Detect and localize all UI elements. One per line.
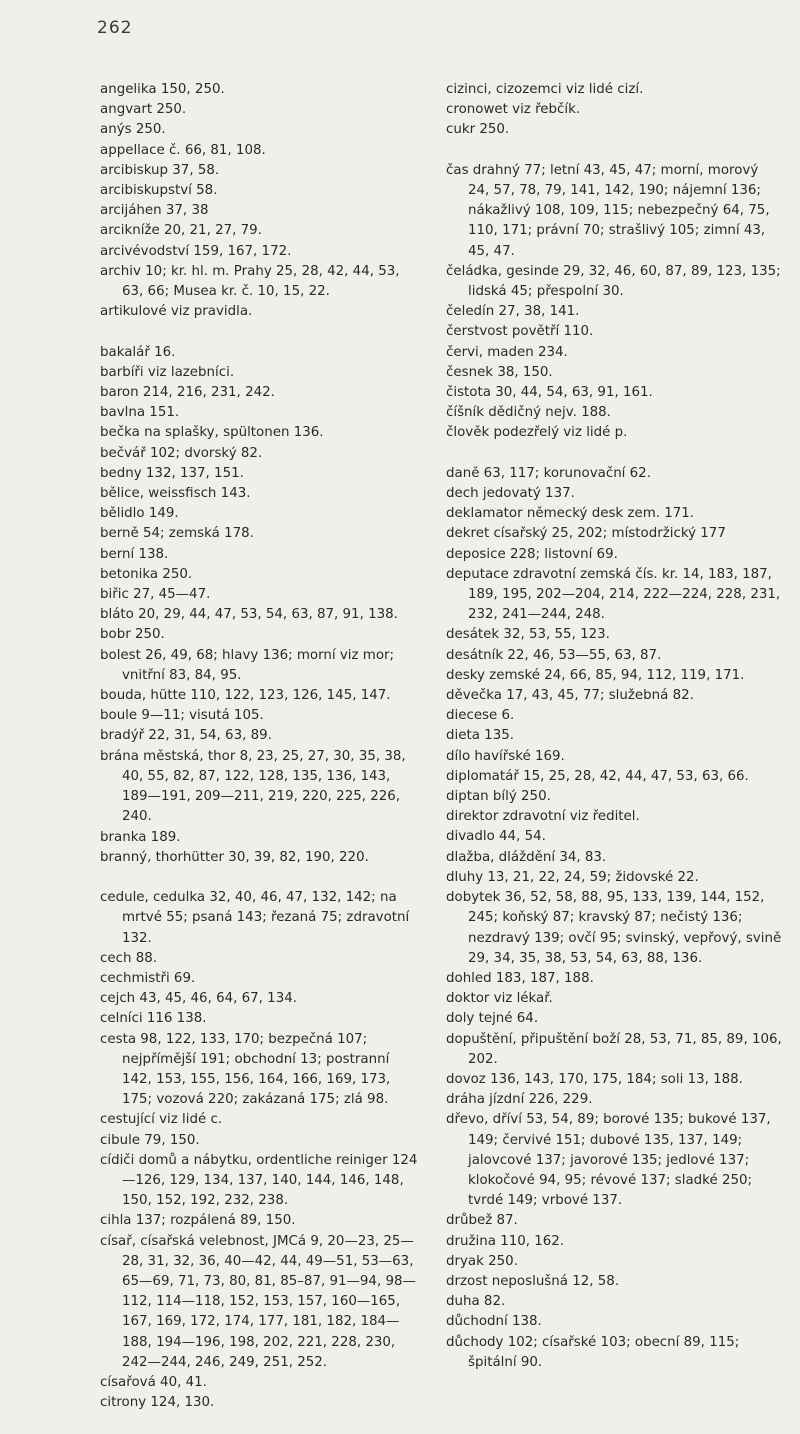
index-entry: branný, thorhütter 30, 39, 82, 190, 220. bbox=[100, 849, 369, 865]
index-entry: dieta 135. bbox=[446, 728, 514, 744]
letter-group bbox=[446, 464, 782, 1373]
index-entry: člověk podezřelý viz lidé p. bbox=[446, 425, 628, 441]
index-entry: důchody 102; císařské 103; obecní 89, 115; špitální 90. bbox=[446, 1334, 740, 1370]
index-entry: družina 110, 162. bbox=[446, 1233, 565, 1249]
index-entry: anýs 250. bbox=[100, 122, 166, 138]
index-entry: bavlna 151. bbox=[100, 405, 180, 421]
letter-group bbox=[446, 161, 782, 444]
index-entry: baron 214, 216, 231, 242. bbox=[100, 385, 275, 401]
index-entry: biřic 27, 45—47. bbox=[100, 587, 211, 603]
index-entry: betonika 250. bbox=[100, 566, 193, 582]
index-entry: diptan bílý 250. bbox=[446, 789, 551, 805]
index-entry: artikulové viz pravidla. bbox=[100, 304, 253, 320]
index-entry: čeládka, gesinde 29, 32, 46, 60, 87, 89, 123, 135; lidská 45; přespolní 30. bbox=[446, 263, 781, 300]
index-entry: dryak 250. bbox=[446, 1253, 518, 1269]
letter-group bbox=[100, 888, 418, 1413]
index-entry: cesta 98, 122, 133, 170; bezpečná 107; nejpřímější 191; obchodní 13; postranní 142, 153, 155, 156, 164, 166, 169, 173, 175; vozová 220; zakázaná 175; zlá 98. bbox=[100, 1031, 391, 1108]
index-entry: děvečka 17, 43, 45, 77; služebná 82. bbox=[446, 688, 694, 704]
letter-group bbox=[100, 343, 418, 868]
index-entry: dopuštění, připuštění boží 28, 53, 71, 85, 89, 106, 202. bbox=[446, 1031, 782, 1067]
index-entry: bouda, hütte 110, 122, 123, 126, 145, 147. bbox=[100, 688, 391, 704]
index-entry: cedule, cedulka 32, 40, 46, 47, 132, 142; na mrtvé 55; psaná 143; řezaná 75; zdravotní 132. bbox=[100, 890, 410, 946]
index-entry: branka 189. bbox=[100, 829, 181, 845]
index-entry: drzost neposlušná 12, 58. bbox=[446, 1273, 620, 1289]
index-entry: celníci 116 138. bbox=[100, 1011, 207, 1027]
index-entry: bradýř 22, 31, 54, 63, 89. bbox=[100, 728, 272, 744]
index-entry: archiv 10; kr. hl. m. Prahy 25, 28, 42, 44, 53, 63, 66; Musea kr. č. 10, 15, 22. bbox=[100, 263, 400, 300]
index-entry: číšník dědičný nejv. 188. bbox=[446, 405, 611, 421]
index-entry: bláto 20, 29, 44, 47, 53, 54, 63, 87, 91, 138. bbox=[100, 607, 398, 623]
index-entry: deposice 228; listovní 69. bbox=[446, 546, 618, 562]
index-entry: červi, maden 234. bbox=[446, 344, 568, 360]
index-entry: bedny 132, 137, 151. bbox=[100, 465, 244, 481]
index-entry: boule 9—11; visutá 105. bbox=[100, 708, 264, 724]
index-entry: dluhy 13, 21, 22, 24, 59; židovské 22. bbox=[446, 869, 699, 885]
index-entry: arcibiskupství 58. bbox=[100, 183, 218, 199]
index-entry: dlažba, dláždění 34, 83. bbox=[446, 849, 607, 865]
index-entry: cechmistři 69. bbox=[100, 970, 196, 986]
letter-group bbox=[446, 80, 782, 141]
index-entry: dílo havířské 169. bbox=[446, 748, 565, 764]
index-entry: čas drahný 77; letní 43, 45, 47; morní, morový 24, 57, 78, 79, 141, 142, 190; nájemní 136; nákažlivý 108, 109, 115; nebezpečný 64, 75, 110, 171; právní 70; strašlivý 105; zimní 43, 45, 47. bbox=[446, 162, 770, 259]
index-entry: cukr 250. bbox=[446, 122, 510, 138]
index-entry: dohled 183, 187, 188. bbox=[446, 970, 594, 986]
index-entry: berní 138. bbox=[100, 546, 169, 562]
index-entry: dovoz 136, 143, 170, 175, 184; soli 13, 188. bbox=[446, 1071, 743, 1087]
index-entry: daně 63, 117; korunovační 62. bbox=[446, 465, 651, 481]
index-entry: drůbež 87. bbox=[446, 1213, 518, 1229]
index-entry: cibule 79, 150. bbox=[100, 1132, 200, 1148]
index-entry: dobytek 36, 52, 58, 88, 95, 133, 139, 144, 152, 245; koňský 87; kravský 87; nečistý 136; nezdravý 139; ovčí 95; svinský, vepřový, svině 29, 34, 35, 38, 53, 54, 63, 88, 136. bbox=[446, 890, 782, 966]
index-column-right bbox=[446, 80, 782, 1393]
index-entry: cídiči domů a nábytku, ordentliche reiniger 124—126, 129, 134, 137, 140, 144, 146, 148, 150, 152, 192, 232, 238. bbox=[100, 1152, 418, 1209]
index-entry: císařová 40, 41. bbox=[100, 1374, 207, 1390]
index-entry: brána městská, thor 8, 23, 25, 27, 30, 35, 38, 40, 55, 82, 87, 122, 128, 135, 136, 143, 189—191, 209—211, 219, 220, 225, 226, 240. bbox=[100, 748, 406, 825]
index-entry: appellace č. 66, 81, 108. bbox=[100, 142, 266, 158]
index-entry: bělidlo 149. bbox=[100, 506, 179, 522]
index-entry: desky zemské 24, 66, 85, 94, 112, 119, 171. bbox=[446, 667, 745, 683]
index-entry: bobr 250. bbox=[100, 627, 165, 643]
letter-group bbox=[100, 80, 418, 322]
index-entry: cronowet viz řebčík. bbox=[446, 102, 581, 118]
index-entry: cestující viz lidé c. bbox=[100, 1112, 223, 1128]
index-entry: cihla 137; rozpálená 89, 150. bbox=[100, 1213, 296, 1229]
index-column-left bbox=[100, 80, 418, 1434]
index-entry: duha 82. bbox=[446, 1294, 506, 1310]
index-entry: desátek 32, 53, 55, 123. bbox=[446, 627, 610, 643]
index-entry: deputace zdravotní zemská čís. kr. 14, 183, 187, 189, 195, 202—204, 214, 222—224, 228, 231, 232, 241—244, 248. bbox=[446, 566, 781, 623]
index-entry: cech 88. bbox=[100, 950, 158, 966]
index-entry: čistota 30, 44, 54, 63, 91, 161. bbox=[446, 385, 653, 401]
index-entry: arcijáhen 37, 38 bbox=[100, 203, 209, 219]
index-entry: dech jedovatý 137. bbox=[446, 486, 575, 502]
index-entry: česnek 38, 150. bbox=[446, 364, 553, 380]
index-entry: citrony 124, 130. bbox=[100, 1395, 215, 1411]
index-entry: dřevo, dříví 53, 54, 89; borové 135; bukové 137, 149; červivé 151; dubové 135, 137, 149; jalovcové 137; javorové 135; jedlové 137; klokočové 94, 95; révové 137; sladké 250; tvrdé 149; vrbové 137. bbox=[446, 1112, 771, 1209]
index-entry: bečka na splašky, spültonen 136. bbox=[100, 425, 324, 441]
index-entry: dekret císařský 25, 202; místodržický 177 bbox=[446, 526, 726, 542]
index-entry: čeledín 27, 38, 141. bbox=[446, 304, 580, 320]
index-entry: bělice, weissfisch 143. bbox=[100, 486, 251, 502]
index-entry: deklamator německý desk zem. 171. bbox=[446, 506, 695, 522]
index-entry: berně 54; zemská 178. bbox=[100, 526, 254, 542]
index-entry: bakalář 16. bbox=[100, 344, 176, 360]
index-entry: barbíři viz lazebníci. bbox=[100, 364, 235, 380]
index-entry: císař, císařská velebnost, JMCá 9, 20—23, 25—28, 31, 32, 36, 40—42, 44, 49—51, 53—63, 65—69, 71, 73, 80, 81, 85–87, 91—94, 98—112, 114—118, 152, 153, 157, 160—165, 167, 169, 172, 174, 177, 181, 182, 184—188, 194—196, 198, 202, 221, 228, 230, 242—244, 246, 249, 251, 252. bbox=[100, 1233, 416, 1370]
index-entry: cizinci, cizozemci viz lidé cizí. bbox=[446, 82, 644, 97]
index-entry: důchodní 138. bbox=[446, 1314, 542, 1330]
index-entry: arcikníže 20, 21, 27, 79. bbox=[100, 223, 262, 239]
index-entry: diplomatář 15, 25, 28, 42, 44, 47, 53, 63, 66. bbox=[446, 768, 749, 784]
index-entry: bolest 26, 49, 68; hlavy 136; morní viz mor; vnitřní 83, 84, 95. bbox=[100, 647, 395, 683]
index-entry: arcibiskup 37, 58. bbox=[100, 162, 220, 178]
index-entry: angelika 150, 250. bbox=[100, 82, 225, 97]
index-entry: bečvář 102; dvorský 82. bbox=[100, 445, 263, 461]
index-entry: doktor viz lékař. bbox=[446, 991, 553, 1007]
index-entry: dráha jízdní 226, 229. bbox=[446, 1092, 593, 1108]
page-number: 262 bbox=[97, 18, 133, 38]
index-entry: arcivévodství 159, 167, 172. bbox=[100, 243, 292, 259]
index-entry: divadlo 44, 54. bbox=[446, 829, 546, 845]
index-entry: doly tejné 64. bbox=[446, 1011, 539, 1027]
index-entry: direktor zdravotní viz ředitel. bbox=[446, 809, 640, 825]
index-entry: cejch 43, 45, 46, 64, 67, 134. bbox=[100, 991, 298, 1007]
index-entry: angvart 250. bbox=[100, 102, 187, 118]
index-entry: diecese 6. bbox=[446, 708, 515, 724]
index-entry: desátník 22, 46, 53—55, 63, 87. bbox=[446, 647, 662, 663]
index-entry: čerstvost povětří 110. bbox=[446, 324, 594, 340]
